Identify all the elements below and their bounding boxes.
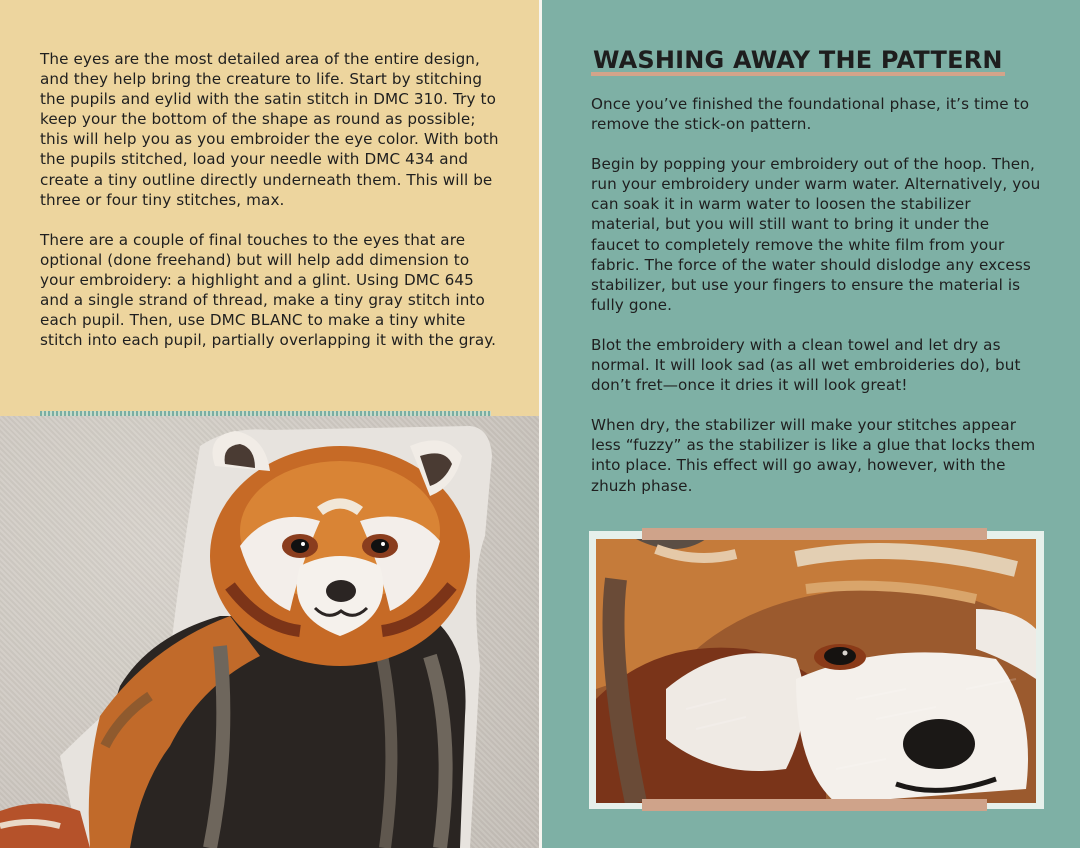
paragraph: When dry, the stabilizer will make your stitches appear less “fuzzy” as the stabilizer is like a glue that locks them into place. This effect will go away, however, with the zhuzh phase. xyxy=(591,416,1036,495)
red-panda-closeup-photo xyxy=(596,539,1036,803)
paragraph: Blot the embroidery with a clean towel and let dry as normal. It will look sad (as all wet embroideries do), but don’t fret—once it dries it will look great! xyxy=(591,335,1021,395)
photo-tape-top xyxy=(642,528,987,540)
section-heading xyxy=(591,46,1005,74)
paragraph: Begin by popping your embroidery out of the hoop. Then, run your embroidery under warm water. Alternatively, you can soak it in warm water to loosen the stabilizer material, but you will still want to bring it under the faucet to completely remove the white film from your fabric. The force of the water should dislodge any excess stabilizer, but use your fingers to ensure the material is fully gone. xyxy=(591,155,1041,314)
left-body-text xyxy=(40,49,500,370)
right-body-text xyxy=(591,94,1041,516)
heading-block xyxy=(591,46,1005,74)
red-panda-closeup-illustration xyxy=(596,539,1036,803)
paragraph: There are a couple of final touches to the eyes that are optional (done freehand) but will help add dimension to your embroidery: a highlight and a glint. Using DMC 645 and a single strand of thread, make a tiny gray stitch into each pupil. Then, use DMC BLANC to make a tiny white stitch into each pupil, partially overlapping it with the gray. xyxy=(40,230,497,350)
red-panda-illustration xyxy=(0,416,540,848)
section-heading-text: WASHING AWAY THE PATTERN xyxy=(593,46,1003,74)
photo-tape-bottom xyxy=(642,799,987,811)
right-page xyxy=(542,0,1080,848)
red-panda-photo xyxy=(0,416,540,848)
paragraph: The eyes are the most detailed area of the entire design, and they help bring the creature to life. Start by stitching the pupils and eylid with the satin stitch in DMC 310. Try to keep your the bottom of the shape as round as possible; this will help you as you embroider the eye color. With both the pupils stitched, load your needle with DMC 434 and create a tiny outline directly underneath them. This will be three or four tiny stitches, max. xyxy=(40,50,499,209)
paragraph: Once you’ve finished the foundational phase, it’s time to remove the stick-on pattern. xyxy=(591,95,1030,134)
